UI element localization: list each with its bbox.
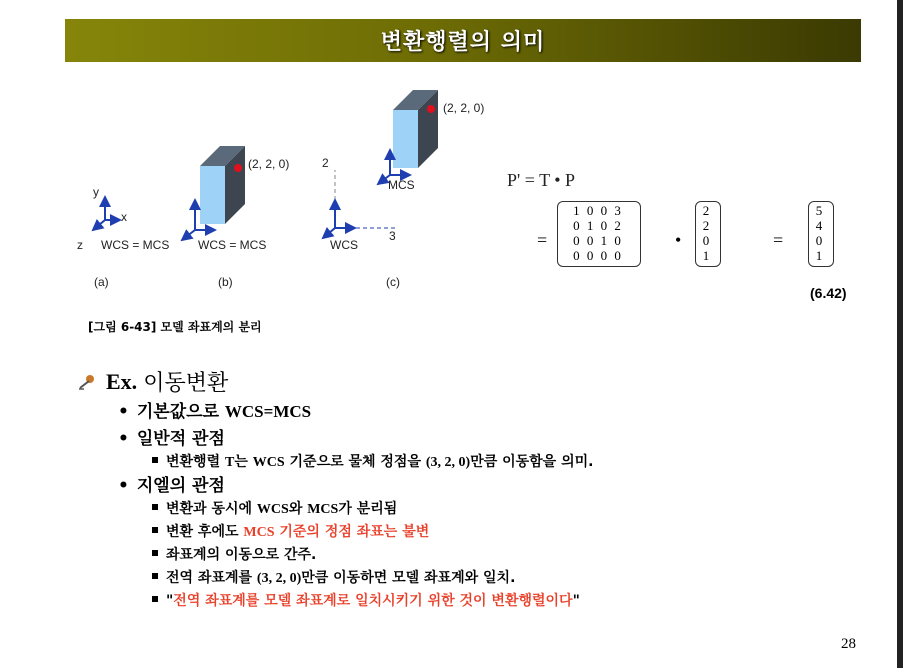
result-entry: 4 [815,218,825,233]
panel-tag-b: (b) [218,275,233,289]
matrix-row: 1 0 0 3 [573,203,623,218]
frame-label-a: WCS = MCS [101,238,170,252]
example-title: 이동변환 [143,371,229,396]
panel-tag-c: (c) [386,275,400,289]
pin-icon [78,374,98,390]
vector-entry: 2 [702,218,712,233]
vector-entry: 1 [702,248,712,263]
frame-label-b: WCS = MCS [198,238,267,252]
mcs-label: MCS [388,178,415,192]
axes-a [93,197,120,230]
example-heading [78,366,228,397]
axis-y-label: y [93,185,99,199]
sub-bullet: 변환행렬 T는 WCS 기준으로 물체 정점을 (3, 2, 0)만큼 이동함을 의미. [152,451,593,471]
vector-p [697,203,717,263]
coordinate-figure [60,80,500,295]
result-entry: 5 [815,203,825,218]
sub-bullet: 변환 후에도 MCS 기준의 정점 좌표는 불변 [152,521,429,541]
example-prefix: Ex. [106,368,138,394]
result-entry: 1 [815,248,825,263]
bullet-text: WCS=MCS [224,402,312,421]
slide-header [65,19,861,62]
cube-c [323,90,438,238]
point-label-b: (2, 2, 0) [248,157,290,171]
sub-bullet: "전역 좌표계를 모델 좌표계로 일치시키기 위한 것이 변환행렬이다" [152,590,580,610]
result-vector [810,203,830,263]
sub-bullet: 전역 좌표계를 (3, 2, 0)만큼 이동하면 모델 좌표계와 일치. [152,567,515,587]
window-edge [897,0,903,668]
page-number: 28 [841,636,856,652]
sub-bullet: 변환과 동시에 WCS와 MCS가 분리됨 [152,498,397,518]
panel-tag-a: (a) [94,275,109,289]
bullet-default: • 기본값으로 WCS=MCS [118,402,312,422]
equation-number: (6.42) [810,285,847,301]
matrix-row: 0 1 0 2 [573,218,623,233]
equation-top: P' = T • P [507,170,576,190]
axis-x-label: x [121,210,127,224]
cube-b [182,146,245,240]
wcs-label: WCS [330,238,358,252]
dim-label-y: 2 [322,156,329,170]
figure-caption: [그림 6-43] 모델 좌표계의 분리 [88,320,262,334]
bullet-text: 일반적 관점 [136,429,225,449]
matrix-row: 0 0 0 0 [573,248,623,263]
point-label-c: (2, 2, 0) [443,101,485,115]
matrix-t [563,203,633,263]
equals-sign-2: = [773,230,784,250]
dim-label-x: 3 [389,229,396,243]
vector-entry: 2 [702,203,712,218]
bullet-text: 기본값으로 [136,402,225,422]
bullet-gl-view: • 지엘의 관점 [118,476,225,496]
bullet-text: 지엘의 관점 [136,476,225,496]
axis-z-label: z [77,238,83,252]
dot-operator: • [675,230,682,250]
result-entry: 0 [815,233,825,248]
equals-sign-1: = [537,230,548,250]
slide-title: 변환행렬의 의미 [380,30,546,55]
bullet-general-view: • 일반적 관점 [118,429,225,449]
matrix-row: 0 0 1 0 [573,233,623,248]
sub-bullet: 좌표계의 이동으로 간주. [152,544,316,564]
vector-entry: 0 [702,233,712,248]
